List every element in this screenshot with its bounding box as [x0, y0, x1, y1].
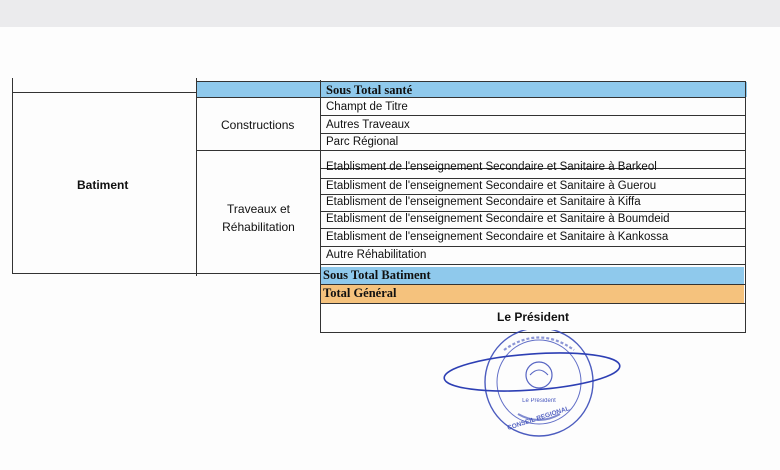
group-label-traveaux-line2: Réhabilitation	[222, 220, 295, 234]
group-label-traveaux	[200, 200, 317, 236]
item-kankossa: Etablisment de l'enseignement Secondaire et Sanitaire à Kankossa	[326, 231, 669, 243]
top-margin-band	[0, 0, 780, 27]
seal-ring-text: CONSEIL REGIONAL	[506, 405, 571, 432]
item-champt-de-titre: Champt de Titre	[326, 101, 408, 113]
item-kiffa: Etablisment de l'enseignement Secondaire et Sanitaire à Kiffa	[326, 196, 641, 208]
item-autres-traveaux: Autres Traveaux	[326, 119, 410, 131]
item-boumdeid: Etablisment de l'enseignement Secondaire et Sanitaire à Boumdeid	[326, 213, 670, 225]
subtotal-sante-label: Sous Total santé	[326, 83, 413, 97]
subtotal-sante-row-fill	[197, 82, 747, 97]
seal-center-text: Le Président	[522, 398, 556, 404]
category-label: Batiment	[77, 178, 129, 192]
signature-title: Le Président	[496, 310, 570, 324]
group-label-constructions: Constructions	[221, 118, 295, 132]
group-label-traveaux-line1: Traveaux et	[227, 202, 290, 216]
item-barkeol: Etablisment de l'enseignement Secondaire et Sanitaire à Barkeol	[326, 161, 657, 173]
official-seal-stamp	[442, 330, 627, 440]
item-autre-rehabilitation: Autre Réhabilitation	[326, 249, 427, 261]
subtotal-batiment-label: Sous Total Batiment	[323, 268, 431, 282]
item-guerou: Etablisment de l'enseignement Secondaire et Sanitaire à Guerou	[326, 180, 657, 192]
total-general-label: Total Général	[323, 286, 397, 300]
item-parc-regional: Parc Régional	[326, 136, 399, 148]
